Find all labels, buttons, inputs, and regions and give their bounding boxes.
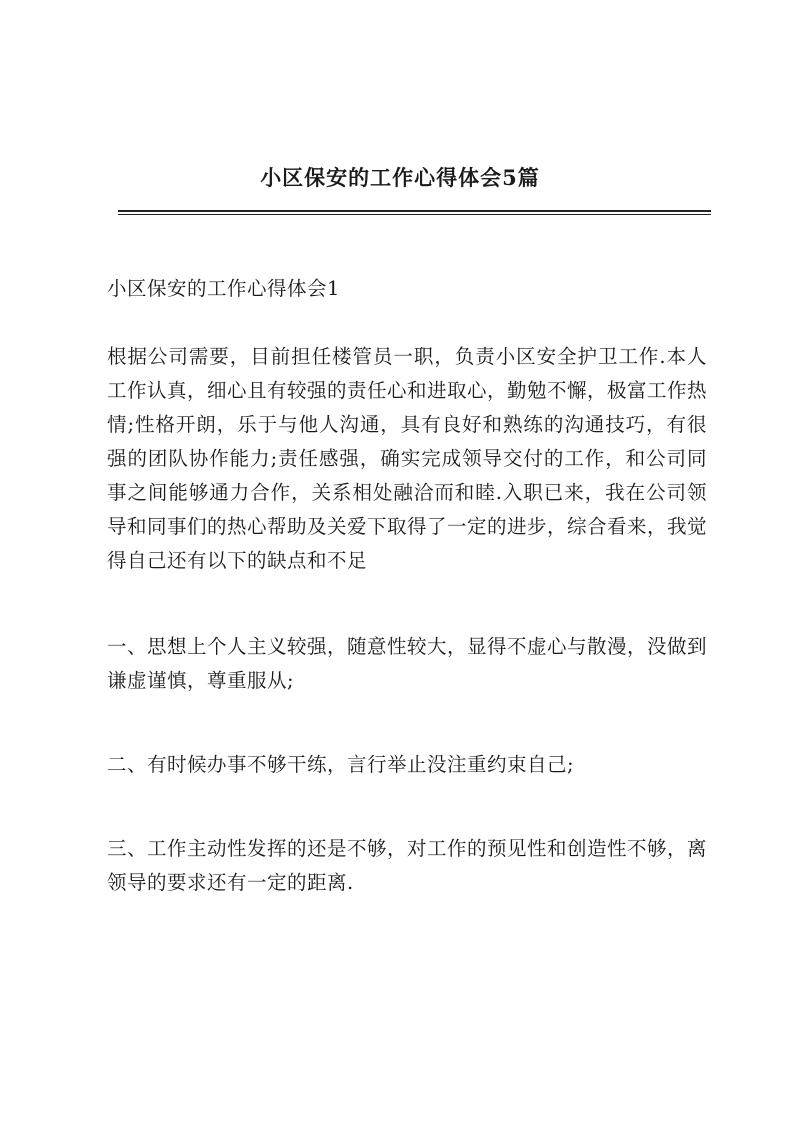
list-item: 二、有时候办事不够干练，言行举止没注重约束自己; xyxy=(107,753,575,776)
list-item: 一、思想上个人主义较强，随意性较大，显得不虚心与散漫，没做到谦虚谨慎，尊重服从; xyxy=(107,635,708,692)
document-body xyxy=(107,272,707,950)
body-paragraph: 根据公司需要，目前担任楼管员一职，负责小区安全护卫工作.本人工作认真，细心且有较强的责任心和进取心，勤勉不懈，极富工作热情;性格开朗，乐于与他人沟通，具有良好和熟练的沟通技巧，有很强的团队协作能力;责任感强，确实完成领导交付的工作，和公司同事之间能够通力合作，关系相处融洽而和睦.入职已来，我在公司领导和同事们的热心帮助及关爱下取得了一定的进步，综合看来，我觉得自己还有以下的缺点和不足 xyxy=(107,345,708,572)
title-double-rule xyxy=(118,210,711,215)
document-title: 小区保安的工作心得体会5篇 xyxy=(260,165,540,190)
section-heading: 小区保安的工作心得体会1 xyxy=(107,277,340,300)
list-item: 三、工作主动性发挥的还是不够，对工作的预见性和创造性不够，离领导的要求还有一定的距离. xyxy=(107,837,708,894)
